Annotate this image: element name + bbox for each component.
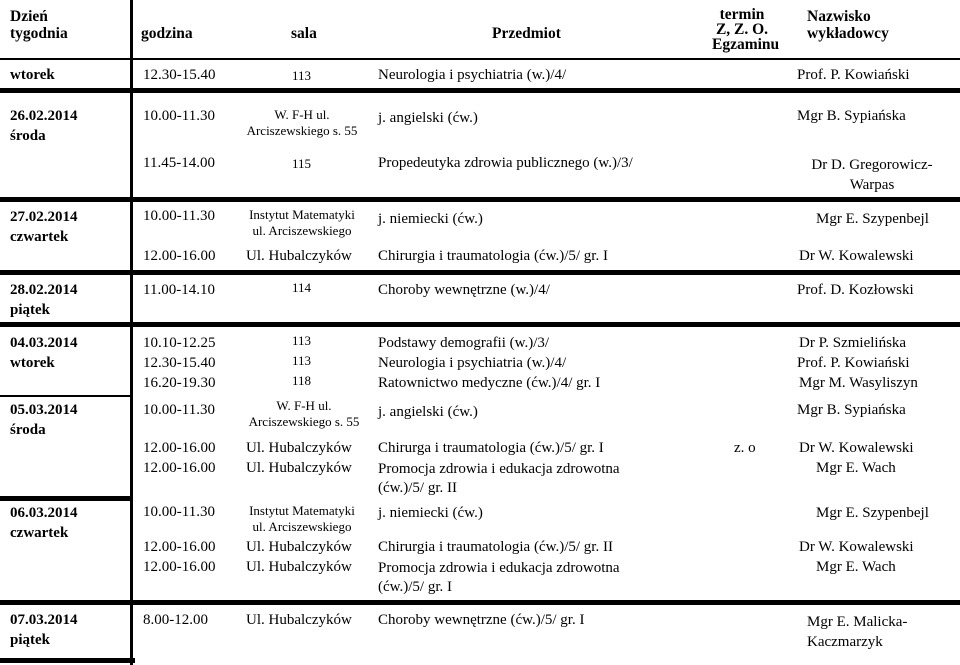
room: Ul. Hubalczyków [246, 539, 352, 555]
date: 27.02.2014 [10, 209, 78, 225]
subject: Neurologia i psychiatria (w.)/4/ [378, 67, 567, 83]
date: 28.02.2014 [10, 282, 78, 298]
subject: j. niemiecki (ćw.) [378, 505, 483, 521]
day-label: czwartek [10, 525, 69, 541]
lecturer: Prof. P. Kowiański [797, 67, 910, 83]
time: 16.20-19.30 [143, 375, 216, 391]
separator [0, 496, 130, 501]
room: 114 [292, 280, 312, 295]
room: W. F-H ul. Arciszewskiego s. 55 [248, 398, 360, 429]
subject: j. niemiecki (ćw.) [378, 211, 483, 227]
room: W. F-H ul. Arciszewskiego s. 55 [246, 107, 358, 138]
room: Instytut Matematyki ul. Arciszewskiego [249, 503, 355, 534]
subject: Propedeutyka zdrowia publicznego (w.)/3/ [378, 155, 633, 171]
lecturer: Dr W. Kowalewski [799, 440, 914, 456]
time: 11.00-14.10 [143, 282, 215, 298]
time: 12.00-16.00 [143, 539, 216, 555]
lecturer: Mgr B. Sypiańska [797, 402, 906, 418]
room: Ul. Hubalczyków [246, 612, 352, 628]
subject: j. angielski (ćw.) [378, 110, 478, 126]
room: Ul. Hubalczyków [246, 248, 352, 264]
time: 10.10-12.25 [143, 335, 216, 351]
term: z. o [734, 440, 756, 456]
room: 113 [292, 68, 312, 83]
day-label: piątek [10, 302, 51, 318]
time: 12.30-15.40 [143, 67, 216, 83]
subject: Neurologia i psychiatria (w.)/4/ [378, 355, 567, 371]
lecturer: Dr D. Gregorowicz- Warpas [811, 157, 933, 193]
date: 07.03.2014 [10, 612, 78, 628]
separator [0, 658, 135, 663]
separator [0, 322, 960, 327]
header-day: Dzień tygodnia [10, 8, 68, 42]
subject: Promocja zdrowia i edukacja zdrowotna (ćw.)/5/ gr. I [378, 560, 620, 595]
lecturer: Dr P. Szmielińska [799, 335, 907, 351]
date: 06.03.2014 [10, 505, 78, 521]
room: Instytut Matematyki ul. Arciszewskiego [249, 207, 355, 238]
header-bottom-line [0, 58, 960, 60]
time: 10.00-11.30 [143, 402, 215, 418]
time: 11.45-14.00 [143, 155, 215, 171]
time: 12.30-15.40 [143, 355, 216, 371]
separator [0, 88, 960, 93]
room: Ul. Hubalczyków [246, 460, 352, 476]
header-subject: Przedmiot [492, 25, 561, 42]
subject: Ratownictwo medyczne (ćw.)/4/ gr. I [378, 375, 601, 391]
lecturer: Mgr E. Szypenbejl [816, 211, 929, 227]
subject: Promocja zdrowia i edukacja zdrowotna (ćw.)/5/ gr. II [378, 461, 620, 496]
lecturer: Prof. D. Kozłowski [797, 282, 914, 298]
subject: Chirurgia i traumatologia (ćw.)/5/ gr. II [378, 539, 613, 555]
separator [0, 600, 960, 605]
day-label: piątek [10, 632, 51, 648]
separator [0, 395, 130, 397]
lecturer: Dr W. Kowalewski [799, 539, 914, 555]
subject: Chirurgia i traumatologia (ćw.)/5/ gr. I [378, 248, 608, 264]
lecturer: Mgr M. Wasyliszyn [799, 375, 918, 391]
subject: Choroby wewnętrzne (ćw.)/5/ gr. I [378, 612, 585, 628]
separator [0, 197, 960, 202]
subject: Choroby wewnętrzne (w.)/4/ [378, 282, 550, 298]
header-room: sala [291, 25, 317, 42]
room: 118 [292, 373, 312, 388]
room: Ul. Hubalczyków [246, 440, 352, 456]
day-label: czwartek [10, 229, 69, 245]
lecturer: Mgr E. Szypenbejl [816, 505, 929, 521]
lecturer: Prof. P. Kowiański [797, 355, 910, 371]
time: 10.00-11.30 [143, 108, 215, 124]
header-term: termin Z, Z. O. Egzaminu [712, 6, 780, 53]
time: 10.00-11.30 [143, 208, 215, 224]
lecturer: Mgr E. Wach [816, 559, 896, 575]
separator [0, 270, 960, 275]
day-label: środa [10, 128, 46, 144]
room: 115 [292, 156, 312, 171]
day-label: wtorek [10, 355, 55, 371]
lecturer: Mgr E. Wach [816, 460, 896, 476]
room: 113 [292, 353, 312, 368]
time: 12.00-16.00 [143, 440, 216, 456]
time: 12.00-16.00 [143, 559, 216, 575]
date: 26.02.2014 [10, 108, 78, 124]
header-time: godzina [141, 25, 193, 42]
lecturer: Dr W. Kowalewski [799, 248, 914, 264]
header-lecturer: Nazwisko wykładowcy [807, 8, 889, 42]
lecturer: Mgr E. Malicka- Kaczmarzyk [807, 614, 908, 650]
time: 12.00-16.00 [143, 248, 216, 264]
day-label: środa [10, 422, 46, 438]
subject: j. angielski (ćw.) [378, 404, 478, 420]
room: 113 [292, 333, 312, 348]
day-label: wtorek [10, 67, 55, 83]
date: 05.03.2014 [10, 402, 78, 418]
time: 12.00-16.00 [143, 460, 216, 476]
subject: Podstawy demografii (w.)/3/ [378, 335, 550, 351]
subject: Chirurga i traumatologia (ćw.)/5/ gr. I [378, 440, 604, 456]
day-column-divider [130, 0, 133, 665]
room: Ul. Hubalczyków [246, 559, 352, 575]
time: 8.00-12.00 [143, 612, 208, 628]
lecturer: Mgr B. Sypiańska [797, 108, 906, 124]
time: 10.00-11.30 [143, 504, 215, 520]
date: 04.03.2014 [10, 335, 78, 351]
